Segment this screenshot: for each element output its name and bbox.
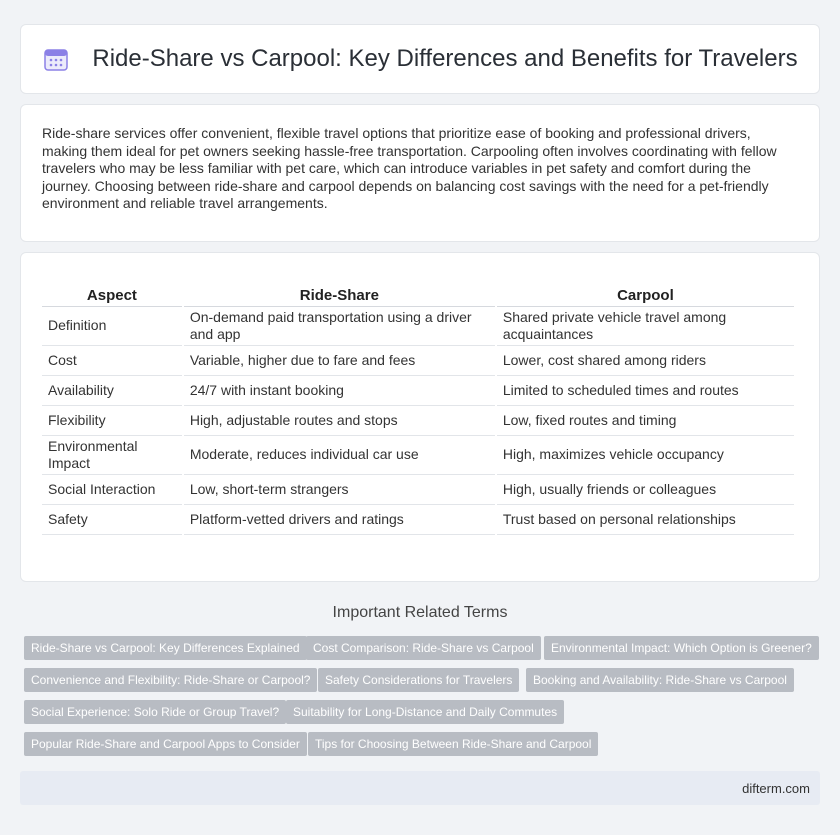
table-header-row [42, 280, 794, 307]
ride-share-cell: Variable, higher due to fare and fees [184, 346, 495, 376]
related-term-tag[interactable]: Cost Comparison: Ride-Share vs Carpool [306, 636, 541, 660]
footer [20, 771, 820, 805]
column-header-aspect: Aspect [42, 280, 182, 307]
aspect-cell: Environmental Impact [42, 436, 182, 475]
ride-share-cell: Low, short-term strangers [184, 475, 495, 505]
table-row [42, 346, 794, 376]
intro-card [20, 104, 820, 242]
related-term-tag[interactable]: Social Experience: Solo Ride or Group Travel? [24, 700, 286, 724]
related-term-tag[interactable]: Suitability for Long-Distance and Daily Commutes [286, 700, 564, 724]
table-row [42, 376, 794, 406]
aspect-cell: Availability [42, 376, 182, 406]
aspect-cell: Social Interaction [42, 475, 182, 505]
carpool-cell: Low, fixed routes and timing [497, 406, 794, 436]
related-term-tag[interactable]: Tips for Choosing Between Ride-Share and Carpool [308, 732, 598, 756]
carpool-cell: High, usually friends or colleagues [497, 475, 794, 505]
aspect-cell: Definition [42, 307, 182, 346]
carpool-cell: Lower, cost shared among riders [497, 346, 794, 376]
column-header-carpool: Carpool [497, 280, 794, 307]
carpool-cell: Shared private vehicle travel among acquaintances [497, 307, 794, 346]
ride-share-cell: Moderate, reduces individual car use [184, 436, 495, 475]
footer-site-link[interactable]: difterm.com [742, 781, 810, 796]
aspect-cell: Flexibility [42, 406, 182, 436]
carpool-cell: Limited to scheduled times and routes [497, 376, 794, 406]
comparison-card [20, 252, 820, 582]
header-card [20, 24, 820, 94]
table-row [42, 475, 794, 505]
related-term-tag[interactable]: Booking and Availability: Ride-Share vs Carpool [526, 668, 794, 692]
table-row [42, 307, 794, 346]
related-term-tag[interactable]: Ride-Share vs Carpool: Key Differences Explained [24, 636, 307, 660]
related-term-tag[interactable]: Environmental Impact: Which Option is Greener? [544, 636, 819, 660]
table-row [42, 505, 794, 535]
ride-share-cell: 24/7 with instant booking [184, 376, 495, 406]
carpool-cell: Trust based on personal relationships [497, 505, 794, 535]
ride-share-cell: On-demand paid transportation using a driver and app [184, 307, 495, 346]
related-term-tag[interactable]: Safety Considerations for Travelers [318, 668, 519, 692]
table-row [42, 406, 794, 436]
related-term-tag[interactable]: Popular Ride-Share and Carpool Apps to Consider [24, 732, 307, 756]
aspect-cell: Safety [42, 505, 182, 535]
related-term-tag[interactable]: Convenience and Flexibility: Ride-Share or Carpool? [24, 668, 317, 692]
comparison-table [40, 280, 796, 535]
carpool-cell: High, maximizes vehicle occupancy [497, 436, 794, 475]
table-row [42, 436, 794, 475]
aspect-cell: Cost [42, 346, 182, 376]
intro-paragraph: Ride-share services offer convenient, flexible travel options that prioritize ease of booking and professional drivers, making them ideal for pet owners seeking hassle-free transportation. Carpooling often involves coordinating with fellow travelers who may be less familiar with pet care, which can introduce variables in pet safety and comfort during the journey. Choosing between ride-share and carpool depends on balancing cost savings with the need for a pet-friendly environment and reliable travel arrangements. [42, 125, 777, 212]
column-header-ride-share: Ride-Share [184, 280, 495, 307]
ride-share-cell: High, adjustable routes and stops [184, 406, 495, 436]
ride-share-cell: Platform-vetted drivers and ratings [184, 505, 495, 535]
calendar-icon [42, 45, 70, 73]
related-terms-title: Important Related Terms [332, 604, 508, 621]
page-title: Ride-Share vs Carpool: Key Differences and Benefits for Travelers [92, 45, 798, 72]
